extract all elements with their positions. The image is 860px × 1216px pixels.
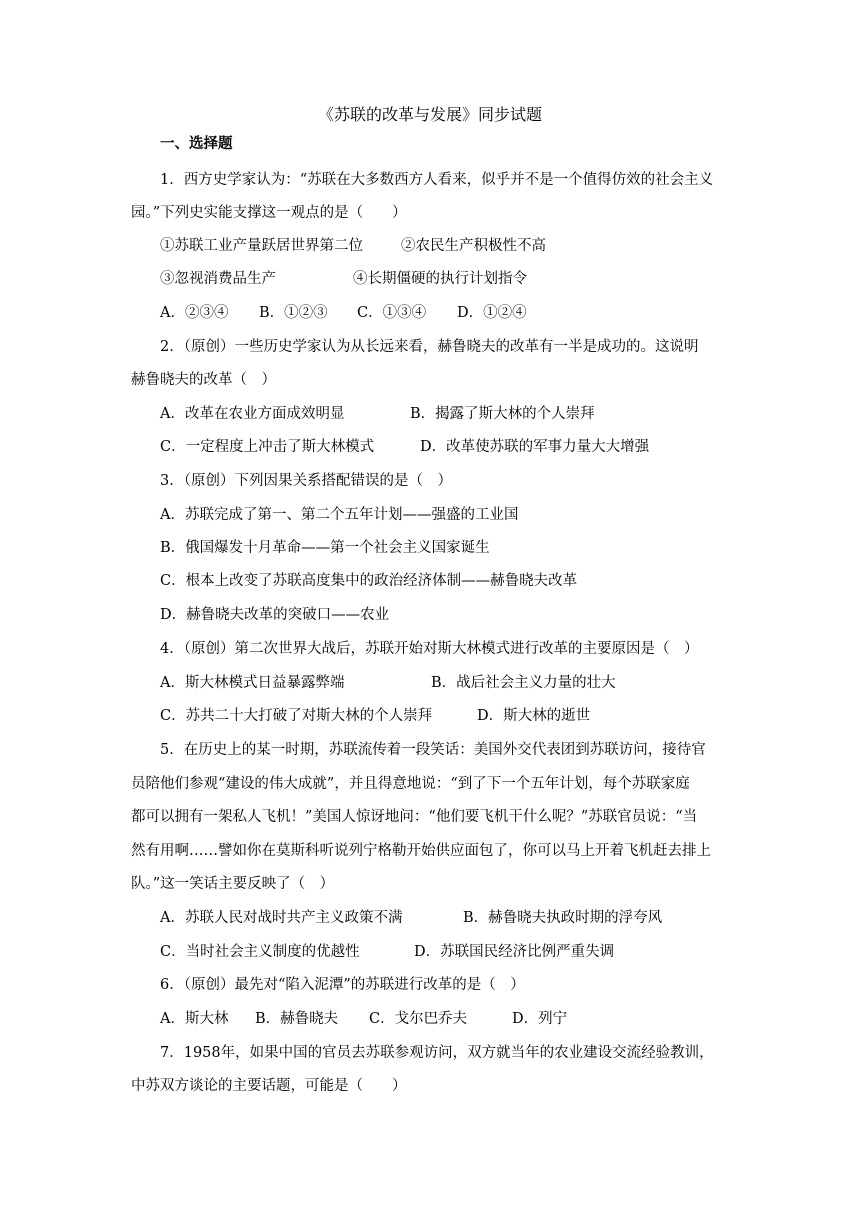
page-title: 《苏联的改革与发展》同步试题 [317,105,542,124]
question-3-option-c: C．根本上改变了苏联高度集中的政治经济体制——赫鲁晓夫改革 [160,573,578,589]
question-3-option-a: A．苏联完成了第一、第二个五年计划——强盛的工业国 [160,507,519,523]
question-1-statement-2: ②农民生产积极性不高 [401,238,546,254]
question-4-option-d: D．斯大林的逝世 [477,708,591,724]
question-4-stem: 4．（原创）第二次世界大战后，苏联开始对斯大林模式进行改革的主要原因是（ ） [160,641,699,657]
question-1-stem-line1: 1．西方史学家认为：“苏联在大多数西方人看来，似乎并不是一个值得仿效的社会主义 [160,172,714,188]
question-1-statement-3: ③忽视消费品生产 [160,271,276,287]
question-5-stem-line4: 然有用啊……譬如你在莫斯科听说列宁格勒开始供应面包了，你可以马上开着飞机赶去排上 [131,843,711,859]
question-3-option-d: D．赫鲁晓夫改革的突破口——农业 [160,607,390,623]
question-5-stem-line3: 都可以拥有一架私人飞机！”美国人惊讶地问：“他们要飞机干什么呢？”苏联官员说：“当 [131,809,698,825]
question-2-option-c: C．一定程度上冲击了斯大林模式 [160,439,375,455]
question-6-option-c: C．戈尔巴乔夫 [369,1011,468,1027]
question-7-stem-line2: 中苏双方谈论的主要话题，可能是（ ） [131,1078,407,1094]
question-1-option-c: C．①③④ [357,305,427,321]
question-5-option-c: C．当时社会主义制度的优越性 [160,944,360,960]
question-5-stem-line1: 5．在历史上的某一时期，苏联流传着一段笑话：美国外交代表团到苏联访问，接待官 [160,742,706,758]
question-1-statement-1: ①苏联工业产量跃居世界第二位 [160,238,363,254]
question-7-stem-line1: 7．1958年，如果中国的官员去苏联参观访问，双方就当年的农业建设交流经验教训， [160,1045,714,1061]
question-5-option-b: B．赫鲁晓夫执政时期的浮夸风 [463,910,663,926]
question-2-option-d: D．改革使苏联的军事力量大大增强 [420,439,650,455]
question-6-option-b: B．赫鲁晓夫 [255,1011,339,1027]
question-5-option-d: D．苏联国民经济比例严重失调 [414,944,615,960]
question-6-stem: 6．（原创）最先对“陷入泥潭”的苏联进行改革的是（ ） [160,977,525,993]
question-5-stem-line2: 员陪他们参观“建设的伟大成就”，并且得意地说：“到了下一个五年计划，每个苏联家庭 [131,776,690,792]
question-4-option-b: B．战后社会主义力量的壮大 [431,675,616,691]
question-3-option-b: B．俄国爆发十月革命——第一个社会主义国家诞生 [160,540,490,556]
question-5-stem-line5: 队。”这一笑话主要反映了（ ） [131,876,335,892]
question-2-stem-line2: 赫鲁晓夫的改革（ ） [131,372,276,388]
question-2-option-a: A．改革在农业方面成效明显 [160,406,345,422]
question-1-option-d: D．①②④ [457,305,527,321]
question-1-statement-4: ④长期僵硬的执行计划指令 [353,271,527,287]
question-4-option-a: A．斯大林模式日益暴露弊端 [160,675,345,691]
question-1-stem-line2: 园。”下列史实能支撑这一观点的是（ ） [131,205,407,221]
question-6-option-d: D．列宁 [512,1011,568,1027]
question-3-stem: 3．（原创）下列因果关系搭配错误的是（ ） [160,473,452,489]
section-heading: 一、选择题 [160,136,233,152]
question-4-option-c: C．苏共二十大打破了对斯大林的个人崇拜 [160,708,433,724]
question-2-stem-line1: 2．（原创）一些历史学家认为从长远来看，赫鲁晓夫的改革有一半是成功的。这说明 [160,339,699,355]
question-1-option-b: B．①②③ [259,305,328,321]
question-6-option-a: A．斯大林 [160,1011,229,1027]
question-1-option-a: A．②③④ [160,305,229,321]
question-2-option-b: B．揭露了斯大林的个人崇拜 [410,406,595,422]
question-5-option-a: A．苏联人民对战时共产主义政策不满 [160,910,403,926]
